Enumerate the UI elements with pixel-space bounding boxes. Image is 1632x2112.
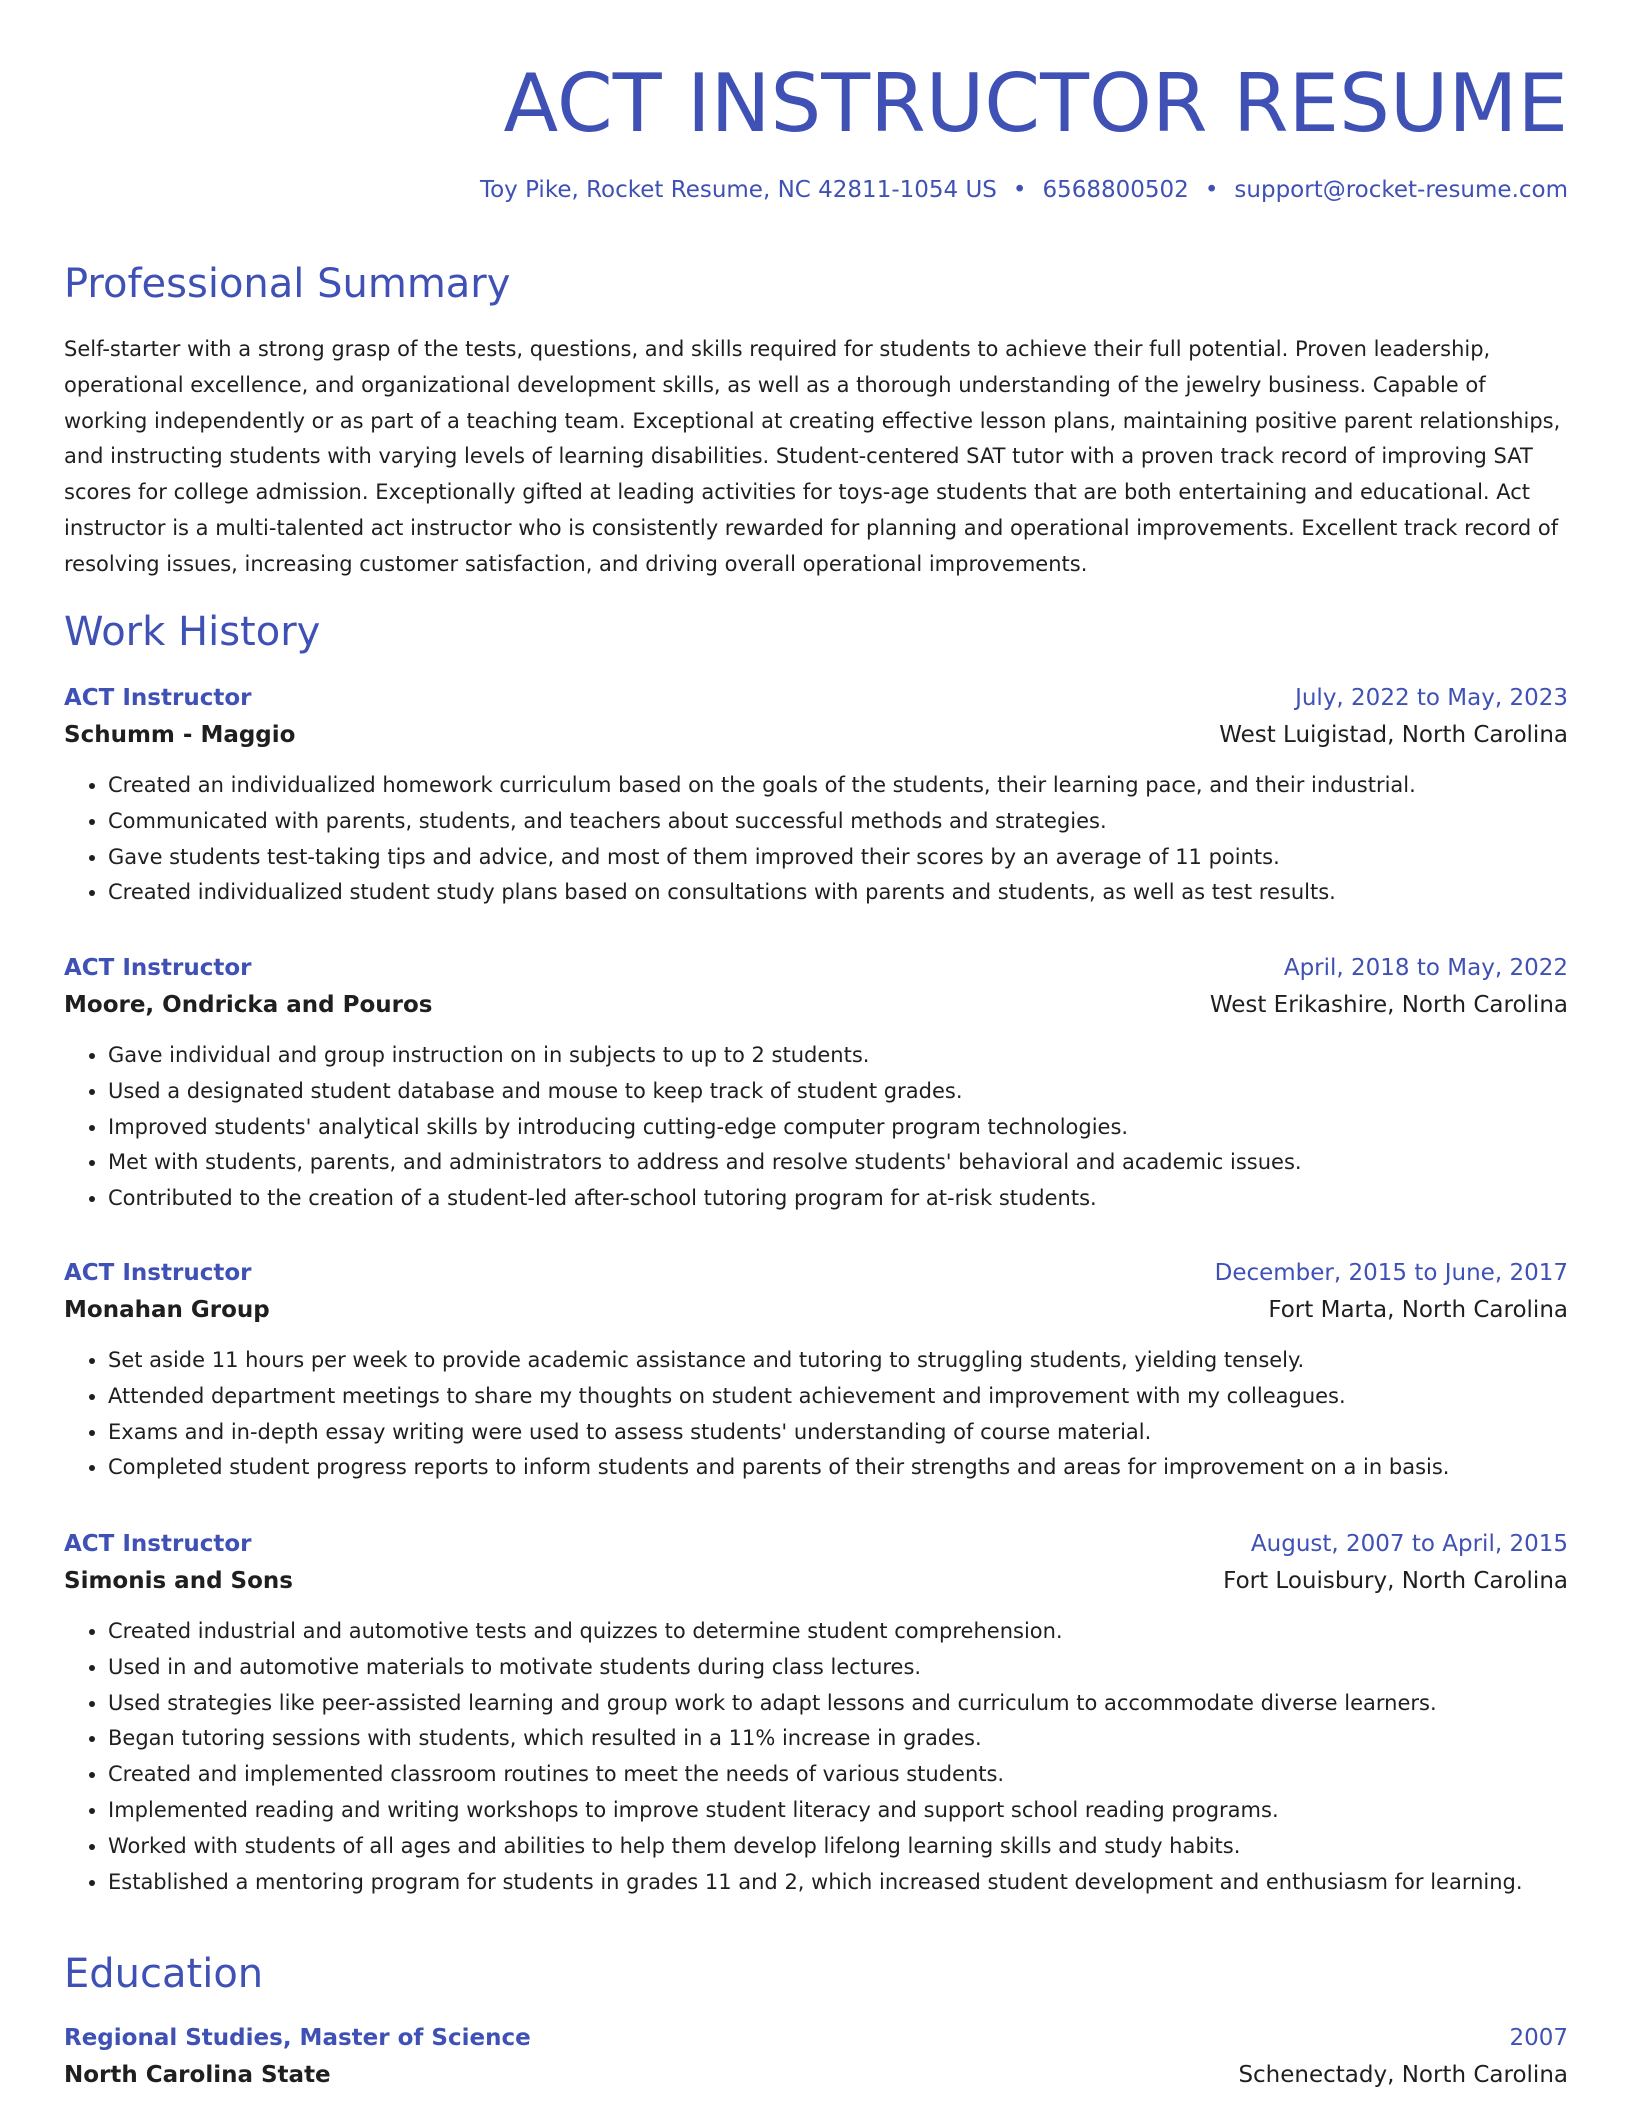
education-heading: Education (64, 1951, 264, 1997)
job-bullet: • Created an individualized homework curriculum based on the goals of the students, their learning pace, and their industrial. (108, 768, 1568, 804)
job-bullet: • Used in and automotive materials to motivate students during class lectures. (108, 1650, 1568, 1686)
job-company: Moore, Ondricka and Pouros (64, 992, 433, 1018)
job-bullet: • Used strategies like peer-assisted learning and group work to adapt lessons and curriculum to accommodate diverse learners. (108, 1686, 1568, 1722)
job-bullet-list (64, 768, 1568, 911)
job-entry (64, 1255, 1568, 1486)
job-bullet: • Set aside 11 hours per week to provide academic assistance and tutoring to struggling students, yielding tensely. (108, 1343, 1568, 1379)
summary-heading: Professional Summary (64, 261, 511, 307)
education-entry (64, 2020, 1568, 2094)
job-location: Fort Louisbury, North Carolina (1223, 1568, 1568, 1594)
job-bullet: • Created individualized student study plans based on consultations with parents and students, as well as test results. (108, 875, 1568, 911)
job-company: Schumm - Maggio (64, 722, 296, 748)
job-bullet: • Communicated with parents, students, and teachers about successful methods and strategies. (108, 804, 1568, 840)
job-dates: July, 2022 to May, 2023 (1295, 685, 1568, 711)
job-location: West Luigistad, North Carolina (1219, 722, 1568, 748)
work-history-heading: Work History (64, 609, 321, 655)
job-bullet: • Gave individual and group instruction on in subjects to up to 2 students. (108, 1038, 1568, 1074)
job-bullet-list (64, 1614, 1568, 1900)
job-dates: December, 2015 to June, 2017 (1214, 1260, 1568, 1286)
job-bullet: • Created and implemented classroom routines to meet the needs of various students. (108, 1757, 1568, 1793)
job-bullet: • Attended department meetings to share my thoughts on student achievement and improvement with my colleagues. (108, 1379, 1568, 1415)
contact-separator: • (1204, 177, 1219, 203)
job-bullet: • Contributed to the creation of a student-led after-school tutoring program for at-risk students. (108, 1181, 1568, 1217)
job-bullet: • Completed student progress reports to inform students and parents of their strengths and areas for improvement on a in basis. (108, 1450, 1568, 1486)
job-location: Fort Marta, North Carolina (1268, 1297, 1568, 1323)
education-degree: Regional Studies, Master of Science (64, 2025, 531, 2051)
job-title: ACT Instructor (64, 685, 252, 711)
job-entry (64, 950, 1568, 1217)
job-dates: August, 2007 to April, 2015 (1250, 1531, 1568, 1557)
education-school: North Carolina State (64, 2062, 331, 2088)
job-entry (64, 1526, 1568, 1900)
contact-line (480, 174, 1568, 206)
job-bullet: • Created industrial and automotive tests and quizzes to determine student comprehension. (108, 1614, 1568, 1650)
job-dates: April, 2018 to May, 2022 (1283, 955, 1568, 981)
resume-title: ACT INSTRUCTOR RESUME (503, 57, 1568, 150)
education-year: 2007 (1509, 2025, 1568, 2051)
job-bullet: • Used a designated student database and mouse to keep track of student grades. (108, 1074, 1568, 1110)
job-entry (64, 680, 1568, 911)
job-company: Simonis and Sons (64, 1568, 293, 1594)
job-bullet: • Worked with students of all ages and abilities to help them develop lifelong learning skills and study habits. (108, 1829, 1568, 1865)
job-bullet-list (64, 1038, 1568, 1217)
contact-separator: • (1012, 177, 1027, 203)
job-title: ACT Instructor (64, 1531, 252, 1557)
job-title: ACT Instructor (64, 955, 252, 981)
job-bullet: • Established a mentoring program for students in grades 11 and 2, which increased student development and enthusiasm for learning. (108, 1865, 1568, 1901)
job-company: Monahan Group (64, 1297, 270, 1323)
job-bullet: • Exams and in-depth essay writing were used to assess students' understanding of course material. (108, 1415, 1568, 1451)
job-bullet: • Met with students, parents, and administrators to address and resolve students' behavioral and academic issues. (108, 1145, 1568, 1181)
contact-address: Toy Pike, Rocket Resume, NC 42811-1054 US (479, 177, 997, 203)
job-bullet: • Implemented reading and writing workshops to improve student literacy and support school reading programs. (108, 1793, 1568, 1829)
job-bullet: • Improved students' analytical skills by introducing cutting-edge computer program technologies. (108, 1110, 1568, 1146)
contact-email: support@rocket-resume.com (1234, 177, 1568, 203)
job-bullet: • Began tutoring sessions with students, which resulted in a 11% increase in grades. (108, 1721, 1568, 1757)
summary-text: Self-starter with a strong grasp of the tests, questions, and skills required for students to achieve their full potential. Proven leadership, operational excellence, and organizational development skills, as well as a thorough understanding of the jewelry business. Capable of working independently or as part of a teaching team. Exceptional at creating effective lesson plans, maintaining positive parent relationships, and instructing students with varying levels of learning disabilities. Student-centered SAT tutor with a proven track record of improving SAT scores for college admission. Exceptionally gifted at leading activities for toys-age students that are both entertaining and educational. Act instructor is a multi-talented act instructor who is consistently rewarded for planning and operational improvements. Excellent track record of resolving issues, increasing customer satisfaction, and driving overall operational improvements. (64, 337, 1561, 576)
contact-phone: 6568800502 (1042, 177, 1189, 203)
job-bullet: • Gave students test-taking tips and advice, and most of them improved their scores by an average of 11 points. (108, 840, 1568, 876)
job-bullet-list (64, 1343, 1568, 1486)
job-title: ACT Instructor (64, 1260, 252, 1286)
job-location: West Erikashire, North Carolina (1209, 992, 1568, 1018)
education-location: Schenectady, North Carolina (1238, 2062, 1568, 2088)
